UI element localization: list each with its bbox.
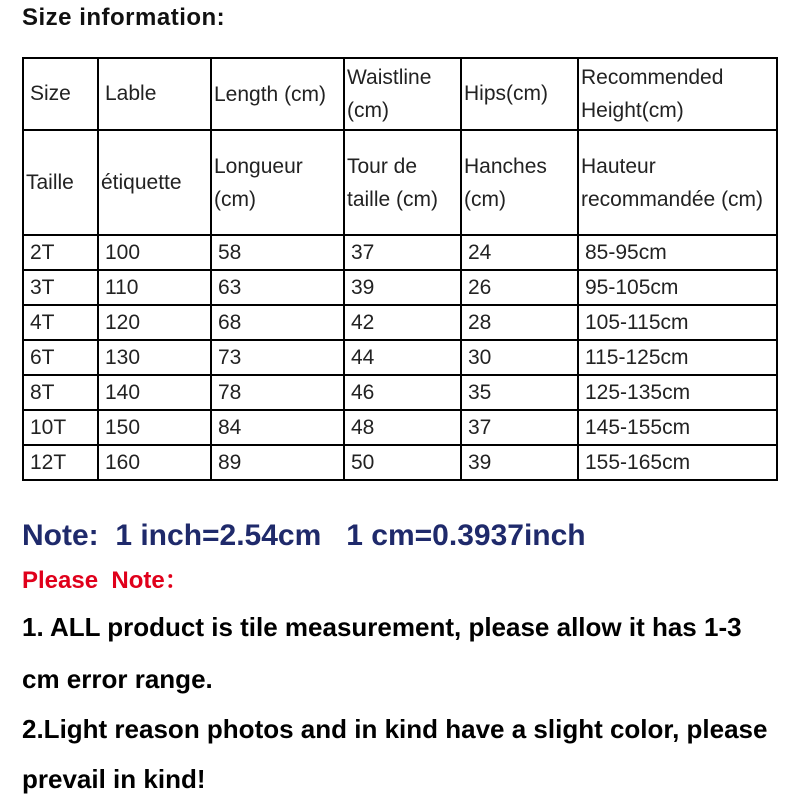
header-cell: Waistline (cm)	[344, 58, 461, 130]
table-row	[23, 375, 777, 410]
instruction-line: 1. ALL product is tile measurement, please allow it has 1-3	[22, 612, 742, 642]
waist-cell: 50	[344, 445, 461, 480]
header-cell: Length (cm)	[211, 58, 344, 130]
table-row	[23, 305, 777, 340]
hips-cell: 39	[461, 445, 578, 480]
hips-cell: 26	[461, 270, 578, 305]
label-cell: 150	[98, 410, 211, 445]
label-cell: 130	[98, 340, 211, 375]
size-cell: 2T	[23, 235, 98, 270]
length-cell: 73	[211, 340, 344, 375]
waist-cell: 48	[344, 410, 461, 445]
height-cell: 125-135cm	[578, 375, 777, 410]
hips-cell: 37	[461, 410, 578, 445]
table-header-row-fr	[23, 130, 777, 235]
header-cell: Longueur (cm)	[211, 130, 344, 235]
header-cell: Hanches (cm)	[461, 130, 578, 235]
header-cell: Lable	[98, 58, 211, 130]
page-title: Size information:	[22, 4, 226, 31]
label-cell: 120	[98, 305, 211, 340]
waist-cell: 44	[344, 340, 461, 375]
label-cell: 110	[98, 270, 211, 305]
waist-cell: 37	[344, 235, 461, 270]
waist-cell: 42	[344, 305, 461, 340]
header-cell: Tour de taille (cm)	[344, 130, 461, 235]
size-cell: 10T	[23, 410, 98, 445]
label-cell: 100	[98, 235, 211, 270]
header-cell: Hauteur recommandée (cm)	[578, 130, 777, 235]
size-cell: 3T	[23, 270, 98, 305]
please-note-heading: Please Note：	[22, 567, 189, 594]
length-cell: 63	[211, 270, 344, 305]
hips-cell: 35	[461, 375, 578, 410]
waist-cell: 39	[344, 270, 461, 305]
height-cell: 155-165cm	[578, 445, 777, 480]
length-cell: 89	[211, 445, 344, 480]
hips-cell: 30	[461, 340, 578, 375]
table-header-row-en	[23, 58, 777, 130]
instruction-line: 2.Light reason photos and in kind have a slight color, please	[22, 714, 768, 744]
length-cell: 58	[211, 235, 344, 270]
header-cell: Recommended Height(cm)	[578, 58, 777, 130]
size-table	[22, 57, 778, 481]
header-cell: Size	[23, 58, 98, 130]
table-row	[23, 235, 777, 270]
table-row	[23, 270, 777, 305]
height-cell: 95-105cm	[578, 270, 777, 305]
length-cell: 78	[211, 375, 344, 410]
length-cell: 68	[211, 305, 344, 340]
table-row	[23, 410, 777, 445]
instruction-line: cm error range.	[22, 664, 213, 694]
table-row	[23, 445, 777, 480]
label-cell: 160	[98, 445, 211, 480]
height-cell: 115-125cm	[578, 340, 777, 375]
length-cell: 84	[211, 410, 344, 445]
header-cell: Hips(cm)	[461, 58, 578, 130]
hips-cell: 28	[461, 305, 578, 340]
size-cell: 4T	[23, 305, 98, 340]
height-cell: 85-95cm	[578, 235, 777, 270]
height-cell: 145-155cm	[578, 410, 777, 445]
height-cell: 105-115cm	[578, 305, 777, 340]
table-row	[23, 340, 777, 375]
waist-cell: 46	[344, 375, 461, 410]
header-cell: étiquette	[98, 130, 211, 235]
header-cell: Taille	[23, 130, 98, 235]
hips-cell: 24	[461, 235, 578, 270]
instruction-line: prevail in kind!	[22, 764, 206, 794]
size-cell: 6T	[23, 340, 98, 375]
label-cell: 140	[98, 375, 211, 410]
size-cell: 12T	[23, 445, 98, 480]
conversion-note: Note: 1 inch=2.54cm 1 cm=0.3937inch	[22, 519, 586, 552]
size-cell: 8T	[23, 375, 98, 410]
